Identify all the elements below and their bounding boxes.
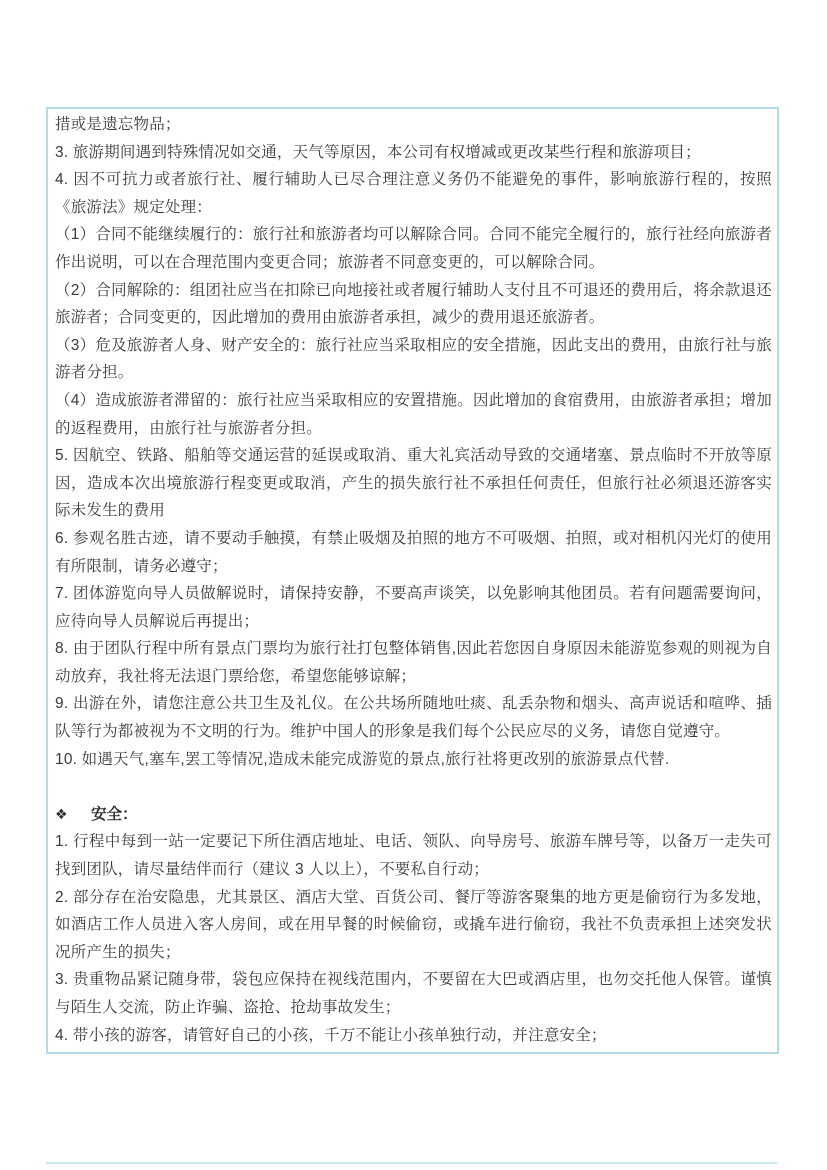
next-section-box-top-border: [46, 1162, 777, 1164]
notice-paragraph: （2）合同解除的：组团社应当在扣除已向地接社或者履行辅助人支付且不可退还的费用后，将余款退还旅游者；合同变更的，因此增加的费用由旅游者承担，减少的费用退还旅游者。: [55, 281, 772, 327]
safety-item: 2. 部分存在治安隐患，尤其景区、酒店大堂、百货公司、餐厅等游客聚集的地方更是偷窃行为多发地，如酒店工作人员进入客人房间，或在用早餐的时候偷窃，或撬车进行偷窃，我社不负责承担上述突发状况所产生的损失；: [55, 888, 772, 961]
safety-item: 3. 贵重物品紧记随身带，袋包应保持在视线范围内，不要留在大巴或酒店里，也勿交托他人保管。谨慎与陌生人交流，防止诈骗、盗抢、抢劫事故发生；: [55, 971, 772, 1016]
notice-paragraph: （1）合同不能继续履行的：旅行社和旅游者均可以解除合同。合同不能完全履行的，旅行社经向旅游者作出说明，可以在合理范围内变更合同；旅游者不同意变更的，可以解除合同。: [55, 226, 772, 271]
safety-item: 4. 带小孩的游客，请管好自己的小孩，千万不能让小孩单独行动，并注意安全；: [55, 1026, 607, 1044]
safety-item: 1. 行程中每到一站一定要记下所住酒店地址、电话、领队、向导房号、旅游车牌号等，以备万一走失可找到团队，请尽量结伴而行（建议 3 人以上），不要私自行动；: [55, 833, 772, 879]
notice-paragraph: 3. 旅游期间遇到特殊情况如交通，天气等原因，本公司有权增减或更改某些行程和旅游项目；: [55, 143, 701, 161]
safety-section-heading: [55, 801, 772, 829]
notice-text-box: [46, 107, 779, 1054]
notice-paragraph: 4. 因不可抗力或者旅行社、履行辅助人已尽合理注意义务仍不能避免的事件，影响旅游行程的，按照《旅游法》规定处理：: [55, 171, 772, 216]
notice-paragraph: （3）危及旅游者人身、财产安全的：旅行社应当采取相应的安全措施，因此支出的费用，由旅行社与旅游者分担。: [55, 336, 772, 382]
notice-paragraph: 10. 如遇天气,塞车,罢工等情况,造成未能完成游览的景点,旅行社将更改别的旅游景点代替.: [55, 750, 670, 768]
blank-line: [55, 773, 772, 801]
notice-paragraph: 5. 因航空、铁路、船舶等交通运营的延误或取消、重大礼宾活动导致的交通堵塞、景点临时不开放等原因，造成本次出境旅游行程变更或取消，产生的损失旅行社不承担任何责任，但旅行社必须退还游客实际未发生的费用: [55, 447, 772, 520]
notice-paragraph: （4）造成旅游者滞留的：旅行社应当采取相应的安置措施。因此增加的食宿费用，由旅游者承担；增加的返程费用，由旅行社与旅游者分担。: [55, 391, 772, 437]
safety-section-title: 安全：: [91, 805, 138, 823]
notice-paragraph: 7. 团体游览向导人员做解说时，请保持安静，不要高声谈笑，以免影响其他团员。若有问题需要询问，应待向导人员解说后再提出；: [55, 585, 772, 630]
notice-paragraph: 措或是遗忘物品；: [55, 116, 181, 133]
notice-paragraph: 8. 由于团队行程中所有景点门票均为旅行社打包整体销售,因此若您因自身原因未能游览参观的则视为自动放弃，我社将无法退门票给您，希望您能够谅解；: [55, 640, 772, 685]
notice-paragraph: 9. 出游在外，请您注意公共卫生及礼仪。在公共场所随地吐痰、乱丢杂物和烟头、高声说话和喧哗、插队等行为都被视为不文明的行为。维护中国人的形象是我们每个公民应尽的义务，请您自觉遵守。: [55, 695, 772, 741]
diamond-bullet-icon: ❖: [55, 805, 68, 822]
notice-paragraph: 6. 参观名胜古迹，请不要动手触摸，有禁止吸烟及拍照的地方不可吸烟、拍照，或对相机闪光灯的使用有所限制，请务必遵守；: [55, 529, 772, 575]
